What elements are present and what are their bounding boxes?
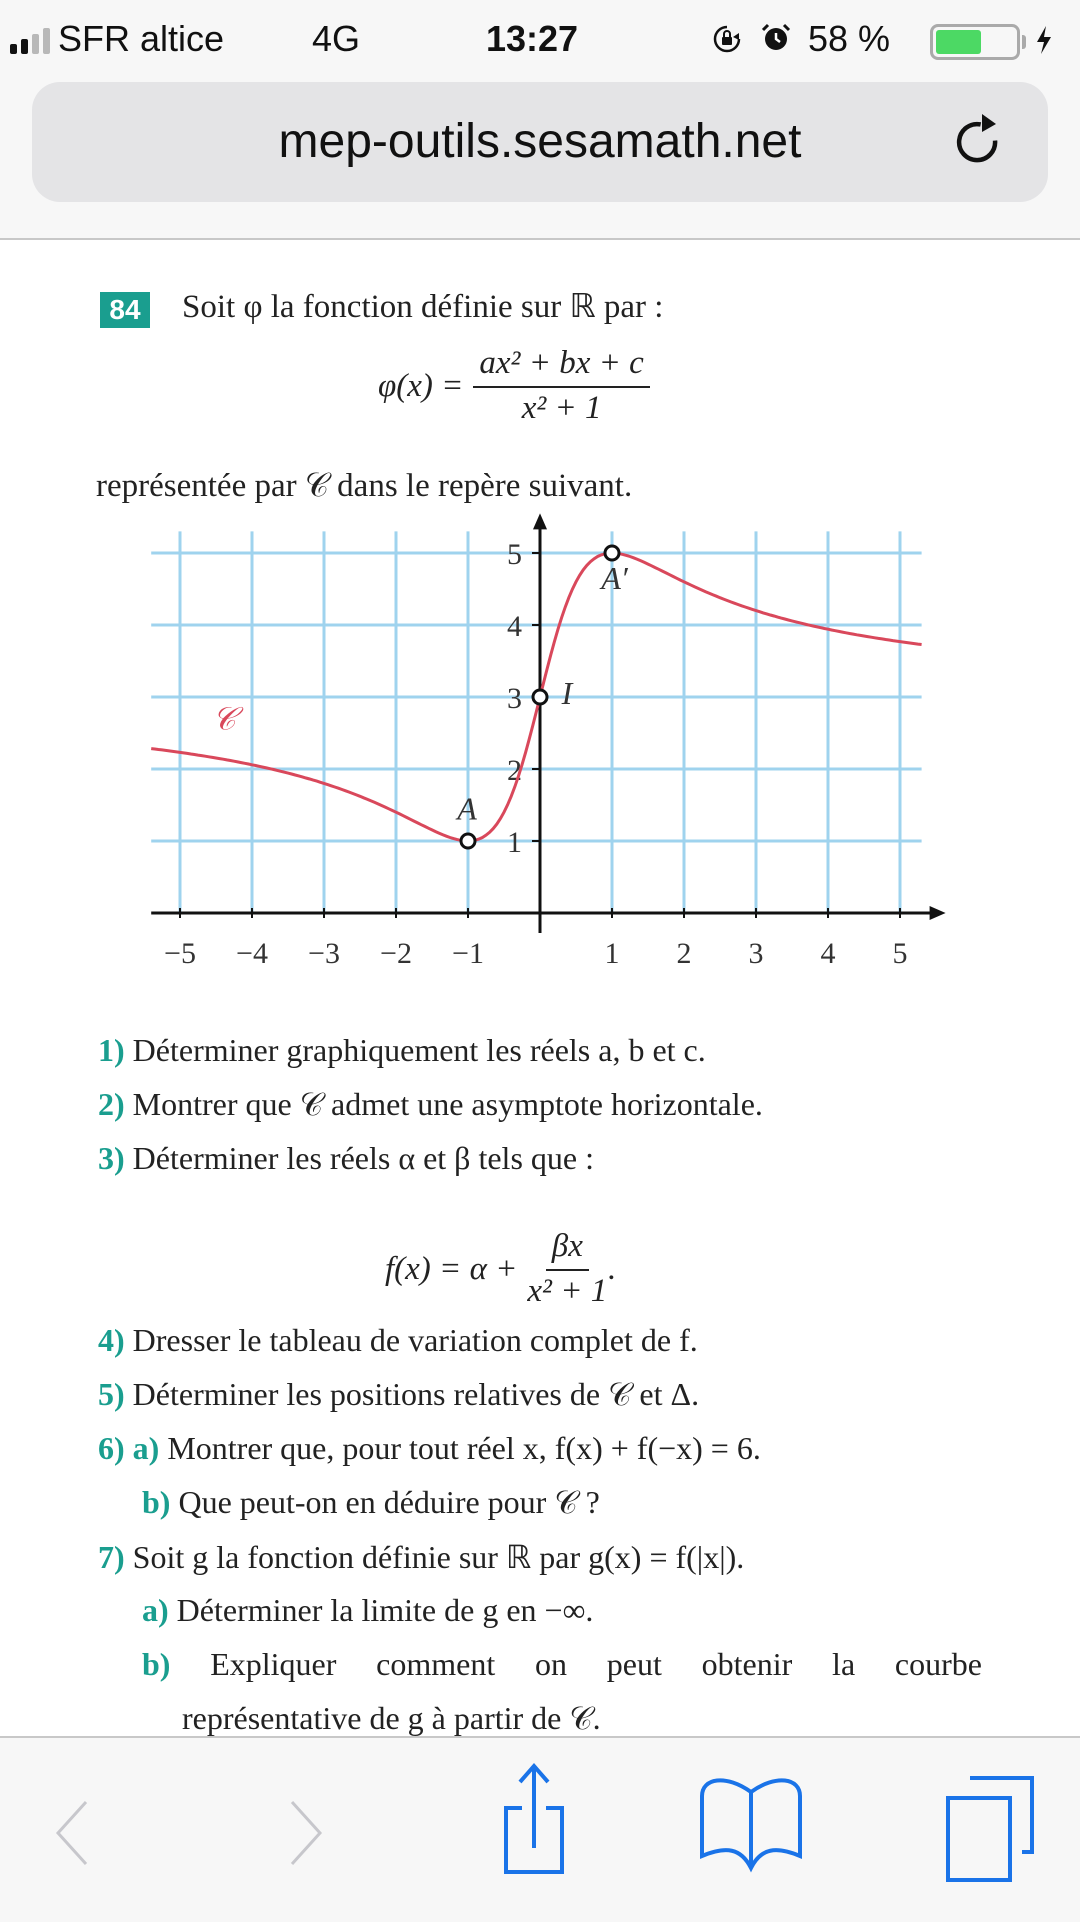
formula2-lhs: f(x) = α + bbox=[385, 1250, 518, 1287]
question-7b-line-1 bbox=[142, 1646, 982, 1683]
y-tick-label: 3 bbox=[507, 682, 522, 715]
x-tick-label: 1 bbox=[604, 937, 620, 970]
question-sub-letter: b) bbox=[142, 1646, 171, 1682]
battery-percentage: 58 % bbox=[808, 18, 891, 59]
question-number: 1) bbox=[98, 1032, 125, 1068]
question-number: 2) bbox=[98, 1086, 125, 1122]
y-tick-label: 5 bbox=[507, 538, 522, 571]
tabs-icon[interactable] bbox=[940, 1774, 1040, 1884]
x-tick-label: −5 bbox=[164, 937, 196, 970]
point-label: A bbox=[457, 790, 477, 827]
question-text: Déterminer la limite de g en −∞. bbox=[176, 1592, 594, 1628]
x-tick-label: −1 bbox=[452, 937, 484, 970]
question-6a bbox=[98, 1430, 761, 1467]
question-5 bbox=[98, 1376, 699, 1414]
question-3 bbox=[98, 1140, 594, 1177]
question-text: Soit g la fonction définie sur ℝ par g(x) = f(|x|). bbox=[132, 1539, 745, 1575]
point-marker bbox=[605, 546, 619, 560]
y-axis-arrow bbox=[533, 513, 547, 529]
url-text[interactable]: mep-outils.sesamath.net bbox=[278, 115, 802, 168]
question-text: Montrer que 𝒞 admet une asymptote horizontale. bbox=[132, 1086, 763, 1122]
question-word: la bbox=[832, 1646, 856, 1682]
question-text: Montrer que, pour tout réel x, f(x) + f(−x) = 6. bbox=[167, 1430, 761, 1466]
x-axis-arrow bbox=[930, 906, 946, 920]
question-text: Déterminer les positions relatives de 𝒞 et Δ. bbox=[132, 1376, 700, 1412]
formula2-denominator: x² + 1 bbox=[527, 1273, 608, 1309]
question-4 bbox=[98, 1322, 698, 1359]
question-sub-letter: b) bbox=[142, 1484, 171, 1520]
point-label: I bbox=[561, 675, 573, 712]
question-word: comment bbox=[376, 1646, 496, 1682]
point-marker bbox=[533, 690, 547, 704]
question-word: Expliquer bbox=[210, 1646, 337, 1682]
x-tick-label: −4 bbox=[236, 937, 268, 970]
x-tick-label: 3 bbox=[748, 937, 764, 970]
formula-lhs: φ(x) = bbox=[378, 367, 464, 404]
question-number: 5) bbox=[98, 1376, 125, 1412]
question-7b-line-2: représentative de g à partir de 𝒞. bbox=[182, 1700, 601, 1736]
chart-axes bbox=[151, 513, 945, 933]
question-text: Que peut-on en déduire pour 𝒞 ? bbox=[178, 1484, 600, 1520]
point-label: A′ bbox=[601, 560, 628, 596]
chart-ticks bbox=[164, 538, 907, 970]
question-sub-letter: a) bbox=[142, 1592, 169, 1628]
exercise-number-badge: 84 bbox=[100, 292, 150, 328]
question-word: on bbox=[535, 1646, 568, 1682]
x-tick-label: 2 bbox=[676, 937, 692, 970]
question-6b bbox=[142, 1484, 600, 1522]
formula-numerator: ax² + bx + c bbox=[473, 345, 649, 388]
question-word: obtenir bbox=[701, 1646, 793, 1682]
carrier-name: SFR altice bbox=[58, 18, 225, 59]
y-tick-label: 4 bbox=[507, 610, 522, 643]
bookmarks-icon[interactable] bbox=[696, 1776, 806, 1876]
question-7b bbox=[142, 1646, 982, 1683]
exercise-intro: Soit φ la fonction définie sur ℝ par : bbox=[182, 289, 664, 325]
question-7a bbox=[142, 1592, 593, 1629]
question-1 bbox=[98, 1032, 706, 1069]
question-number: 3) bbox=[98, 1140, 125, 1176]
question-2 bbox=[98, 1086, 763, 1124]
share-icon[interactable] bbox=[500, 1760, 570, 1880]
y-tick-label: 2 bbox=[507, 754, 522, 787]
clock: 13:27 bbox=[486, 18, 579, 59]
curve-label: 𝒞 bbox=[212, 700, 236, 737]
chart-grid bbox=[151, 531, 921, 913]
forward-chevron-icon[interactable] bbox=[280, 1798, 330, 1868]
question-word: courbe bbox=[894, 1646, 982, 1682]
question-text: Dresser le tableau de variation complet de f. bbox=[132, 1322, 698, 1358]
f-formula bbox=[385, 1228, 615, 1310]
x-tick-label: 4 bbox=[820, 937, 836, 970]
question-text: Déterminer graphiquement les réels a, b et c. bbox=[132, 1032, 706, 1068]
y-tick-label: 1 bbox=[507, 826, 522, 859]
x-tick-label: −3 bbox=[308, 937, 340, 970]
formula2-fraction bbox=[527, 1228, 607, 1310]
question-number: 4) bbox=[98, 1322, 125, 1358]
network-type: 4G bbox=[312, 18, 361, 59]
point-marker bbox=[461, 834, 475, 848]
question-sub-letter: a) bbox=[132, 1430, 160, 1466]
formula2-numerator: βx bbox=[546, 1228, 589, 1271]
question-number: 6) bbox=[98, 1430, 125, 1466]
back-chevron-icon[interactable] bbox=[48, 1798, 98, 1868]
formula2-suffix: . bbox=[607, 1250, 616, 1287]
question-text: Déterminer les réels α et β tels que : bbox=[132, 1140, 594, 1176]
formula-denominator: x² + 1 bbox=[521, 390, 602, 426]
x-tick-label: 5 bbox=[892, 937, 908, 970]
question-7 bbox=[98, 1538, 744, 1576]
browser-toolbar bbox=[0, 1736, 1080, 1922]
x-tick-label: −2 bbox=[380, 937, 412, 970]
exercise-intro-2: représentée par 𝒞 dans le repère suivant. bbox=[96, 468, 633, 504]
question-number: 7) bbox=[98, 1539, 125, 1575]
question-word: peut bbox=[606, 1646, 662, 1682]
